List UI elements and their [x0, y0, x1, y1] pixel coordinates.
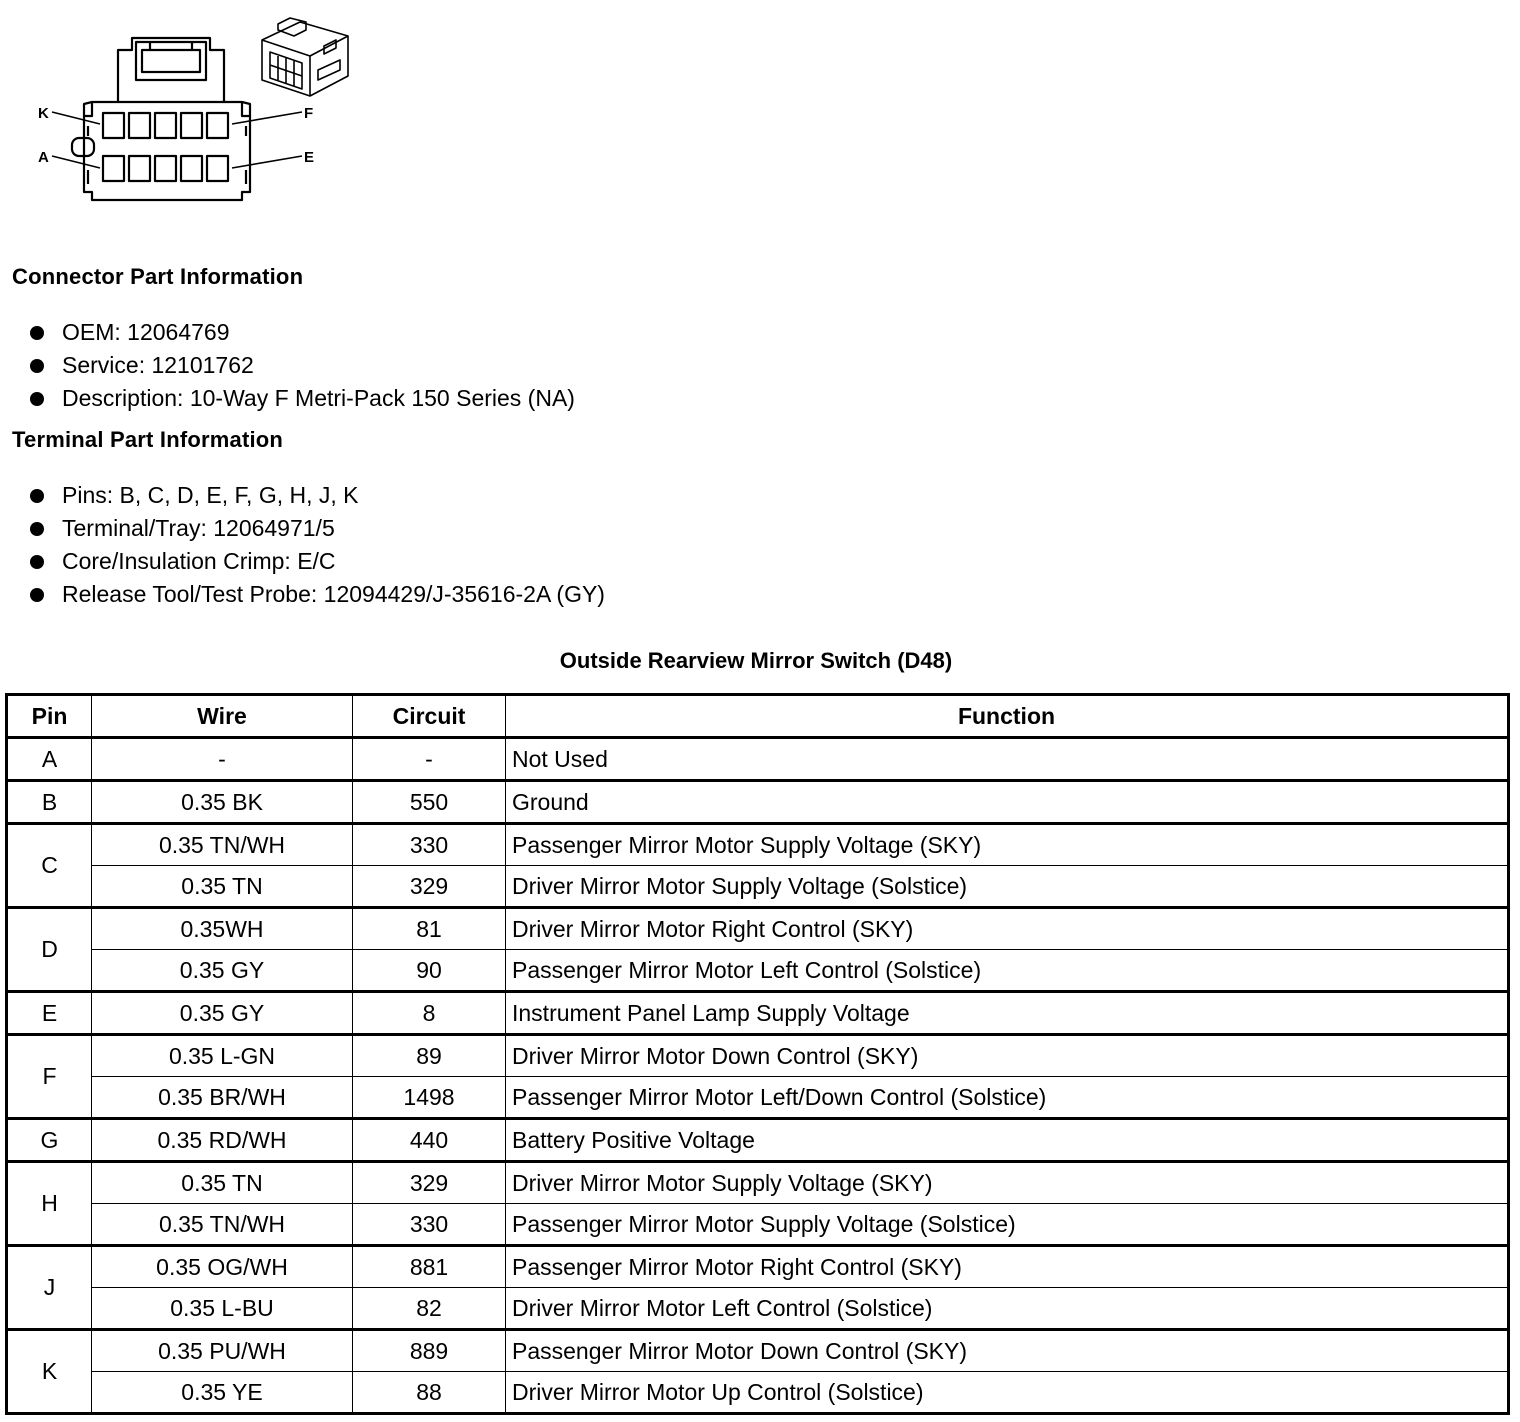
pin-cell: E	[7, 992, 92, 1035]
circuit-cell: 329	[353, 1162, 506, 1204]
pin-label-a: A	[38, 149, 49, 166]
wire-cell: 0.35 GY	[92, 992, 353, 1035]
table-row	[7, 781, 1509, 824]
list-item: Pins: B, C, D, E, F, G, H, J, K	[30, 479, 605, 512]
table-row	[7, 1246, 1509, 1288]
table-row	[7, 1077, 1509, 1119]
list-item: OEM: 12064769	[30, 316, 575, 349]
pin-cell: J	[7, 1246, 92, 1330]
table-row	[7, 992, 1509, 1035]
function-cell: Driver Mirror Motor Right Control (SKY)	[506, 908, 1509, 950]
pin-label-f: F	[304, 105, 314, 122]
circuit-cell: 881	[353, 1246, 506, 1288]
pin-cell: H	[7, 1162, 92, 1246]
function-cell: Driver Mirror Motor Down Control (SKY)	[506, 1035, 1509, 1077]
list-item: Description: 10-Way F Metri-Pack 150 Series (NA)	[30, 382, 575, 415]
column-header-circuit: Circuit	[353, 695, 506, 738]
function-cell: Passenger Mirror Motor Supply Voltage (SKY)	[506, 824, 1509, 866]
wire-cell: 0.35 TN/WH	[92, 824, 353, 866]
circuit-cell: 889	[353, 1330, 506, 1372]
circuit-cell: 1498	[353, 1077, 506, 1119]
table-row	[7, 1204, 1509, 1246]
table-row	[7, 824, 1509, 866]
table-header-row	[7, 695, 1509, 738]
column-header-wire: Wire	[92, 695, 353, 738]
pin-cell: G	[7, 1119, 92, 1162]
pin-cell: K	[7, 1330, 92, 1414]
function-cell: Passenger Mirror Motor Right Control (SKY)	[506, 1246, 1509, 1288]
wire-cell: 0.35 BK	[92, 781, 353, 824]
pin-cell: C	[7, 824, 92, 908]
function-cell: Not Used	[506, 738, 1509, 781]
table-row	[7, 1372, 1509, 1414]
function-cell: Driver Mirror Motor Left Control (Solstice)	[506, 1288, 1509, 1330]
function-cell: Ground	[506, 781, 1509, 824]
circuit-cell: 90	[353, 950, 506, 992]
function-cell: Driver Mirror Motor Supply Voltage (SKY)	[506, 1162, 1509, 1204]
pin-cell: A	[7, 738, 92, 781]
circuit-cell: 89	[353, 1035, 506, 1077]
list-item: Release Tool/Test Probe: 12094429/J-35616-2A (GY)	[30, 578, 605, 611]
wire-cell: 0.35 BR/WH	[92, 1077, 353, 1119]
connector-diagram	[0, 0, 380, 215]
terminal-part-list	[30, 479, 605, 611]
list-item: Service: 12101762	[30, 349, 575, 382]
function-cell: Driver Mirror Motor Supply Voltage (Solstice)	[506, 866, 1509, 908]
terminal-part-heading: Terminal Part Information	[12, 427, 284, 452]
connector-3d-view-icon	[262, 18, 348, 96]
function-cell: Passenger Mirror Motor Supply Voltage (Solstice)	[506, 1204, 1509, 1246]
pin-cell: B	[7, 781, 92, 824]
pin-label-e: E	[304, 149, 315, 166]
wire-cell: 0.35 GY	[92, 950, 353, 992]
circuit-cell: 329	[353, 866, 506, 908]
wire-cell: 0.35 OG/WH	[92, 1246, 353, 1288]
wire-cell: 0.35 L-BU	[92, 1288, 353, 1330]
wire-cell: 0.35 PU/WH	[92, 1330, 353, 1372]
list-item: Core/Insulation Crimp: E/C	[30, 545, 605, 578]
table-row	[7, 1119, 1509, 1162]
circuit-cell: -	[353, 738, 506, 781]
wire-cell: -	[92, 738, 353, 781]
circuit-cell: 88	[353, 1372, 506, 1414]
circuit-cell: 81	[353, 908, 506, 950]
wire-cell: 0.35 TN/WH	[92, 1204, 353, 1246]
table-title: Outside Rearview Mirror Switch (D48)	[559, 648, 953, 673]
wire-cell: 0.35 TN	[92, 866, 353, 908]
pinout-table	[5, 693, 1510, 1415]
function-cell: Passenger Mirror Motor Left Control (Solstice)	[506, 950, 1509, 992]
table-row	[7, 950, 1509, 992]
table-row	[7, 866, 1509, 908]
circuit-cell: 440	[353, 1119, 506, 1162]
pin-label-k: K	[38, 105, 49, 122]
wire-cell: 0.35 YE	[92, 1372, 353, 1414]
wire-cell: 0.35 RD/WH	[92, 1119, 353, 1162]
circuit-cell: 550	[353, 781, 506, 824]
circuit-cell: 330	[353, 1204, 506, 1246]
wire-cell: 0.35 L-GN	[92, 1035, 353, 1077]
table-row	[7, 908, 1509, 950]
connector-part-heading: Connector Part Information	[12, 264, 304, 289]
wire-cell: 0.35 TN	[92, 1162, 353, 1204]
list-item: Terminal/Tray: 12064971/5	[30, 512, 605, 545]
function-cell: Instrument Panel Lamp Supply Voltage	[506, 992, 1509, 1035]
table-row	[7, 1162, 1509, 1204]
table-row	[7, 1330, 1509, 1372]
pin-cell: D	[7, 908, 92, 992]
table-row	[7, 1288, 1509, 1330]
table-row	[7, 1035, 1509, 1077]
circuit-cell: 330	[353, 824, 506, 866]
pin-cell: F	[7, 1035, 92, 1119]
function-cell: Passenger Mirror Motor Left/Down Control (Solstice)	[506, 1077, 1509, 1119]
wire-cell: 0.35WH	[92, 908, 353, 950]
column-header-pin: Pin	[7, 695, 92, 738]
table-row	[7, 738, 1509, 781]
column-header-function: Function	[506, 695, 1509, 738]
circuit-cell: 8	[353, 992, 506, 1035]
circuit-cell: 82	[353, 1288, 506, 1330]
connector-part-list	[30, 316, 575, 415]
function-cell: Driver Mirror Motor Up Control (Solstice)	[506, 1372, 1509, 1414]
function-cell: Battery Positive Voltage	[506, 1119, 1509, 1162]
function-cell: Passenger Mirror Motor Down Control (SKY)	[506, 1330, 1509, 1372]
